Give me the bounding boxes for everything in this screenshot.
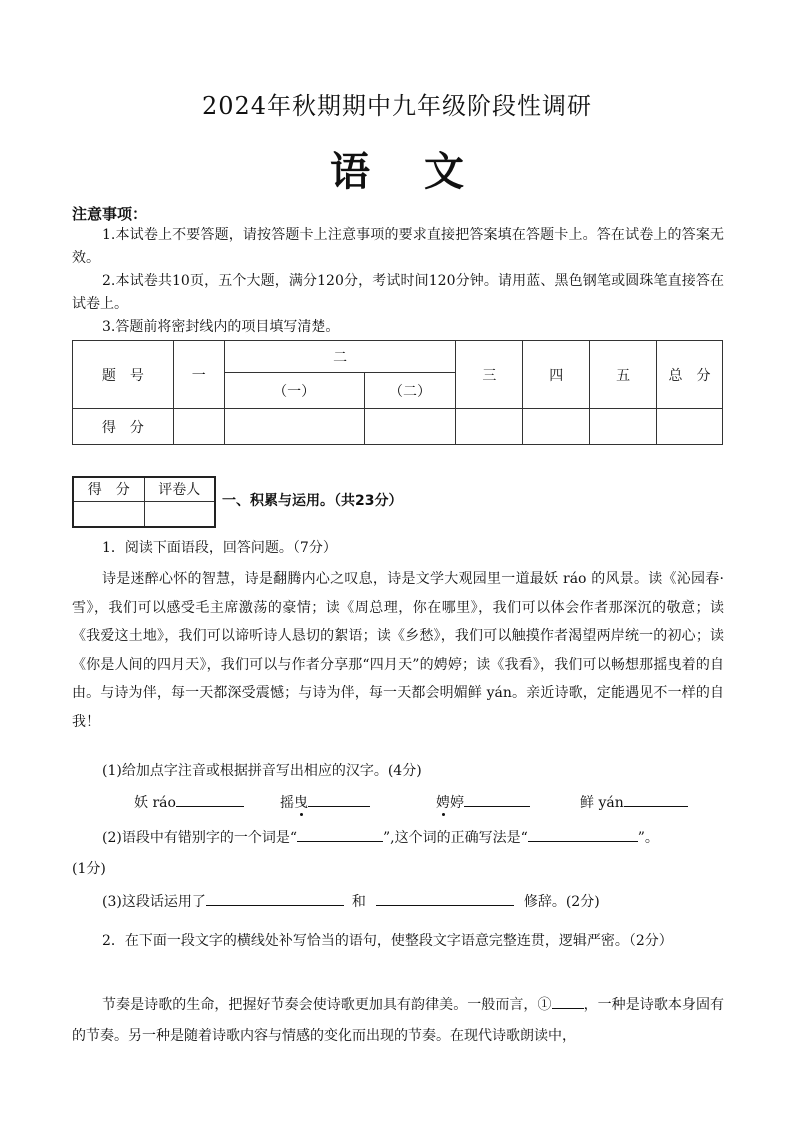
question-2-blank-1[interactable] (552, 994, 584, 1009)
score-cell-2-2 (364, 409, 456, 445)
score-cell-5 (590, 409, 657, 445)
question-1-sub-3-text-b: 和 (351, 894, 366, 910)
question-1-sub-2-score: (1分) (72, 861, 106, 877)
rhetoric-blank-2[interactable] (376, 891, 514, 906)
correct-word-blank[interactable] (528, 827, 638, 842)
question-1-passage: 诗是迷醉心怀的智慧，诗是翻腾内心之叹息，诗是文学大观园里一道最妖 ráo 的风景。读《沁园春·雪》，我们可以感受毛主席激荡的豪情；读《周总理，你在哪里》，我们可以体会作者那深沉的敬意；读《我爱这土地》，我们可以谛听诗人恳切的絮语；读《乡愁》，我们可以触摸作者渴望两岸统一的初心；读《你是人间的四月天》，我们可以与作者分享那“四月天”的娉婷；读《我看》，我们可以畅想那摇曳着的自由。与诗为伴，每一天都深受震憾；与诗为伴，每一天都会明媚鲜 yán。亲近诗歌，定能遇见不一样的自我！ (72, 571, 724, 730)
header-part-4: 四 (523, 341, 590, 409)
question-2-intro: 2．在下面一段文字的横线处补写恰当的语句，使整段文字语意完整连贯，逻辑严密。（2分） (102, 933, 673, 949)
score-cell-2-1 (224, 409, 364, 445)
header-question-number: 题 号 (73, 341, 174, 409)
grader-name-cell (144, 501, 215, 527)
header-part-2-sub-2: （二） (364, 373, 456, 409)
note-item-3: 3.答题前将密封线内的项目填写清楚。 (102, 319, 340, 335)
pinyin-item-3 (436, 792, 530, 812)
question-2-passage (72, 990, 724, 1052)
question-1-sub-3-text-a: (3)这段话运用了 (102, 894, 206, 910)
score-cell-4 (523, 409, 590, 445)
header-part-3: 三 (456, 341, 523, 409)
pinyin-item-4 (580, 792, 688, 812)
pinyin-item-3-char-b: 婷 (450, 795, 464, 811)
wrong-word-blank[interactable] (297, 827, 383, 842)
header-part-5: 五 (590, 341, 657, 409)
question-2-passage-text-a: 节奏是诗歌的生命，把握好节奏会使诗歌更加具有韵律美。一般而言，① (102, 997, 552, 1013)
question-1-sub-3 (102, 891, 728, 914)
header-part-1: 一 (173, 341, 224, 409)
pinyin-item-2-char-a: 摇 (280, 795, 294, 811)
score-table (72, 340, 723, 445)
note-item-1: 1.本试卷上不要答题，请按答题卡上注意事项的要求直接把答案填在答题卡上。答在试卷上的答案无效。 (72, 227, 724, 266)
pinyin-item-1-text: 妖 ráo (134, 795, 176, 811)
question-2-passage-text-b: ，一种是诗歌本身固有的节奏。另一种是随着诗歌内容与情感的变化而出现的节奏。在现代诗歌朗读中， (72, 997, 725, 1044)
score-cell-3 (456, 409, 523, 445)
pinyin-item-2 (280, 792, 370, 812)
score-cell-1 (173, 409, 224, 445)
grader-score-cell (73, 501, 144, 527)
section-1-heading: 一、积累与运用。（共23分） (222, 493, 403, 509)
pinyin-item-2-char-b: 曳 (294, 795, 308, 811)
question-1-sub-2-text-b: ”,这个词的正确写法是“ (383, 830, 528, 846)
question-1-sub-2 (102, 827, 728, 850)
row-label-score: 得 分 (73, 409, 174, 445)
pinyin-item-4-text: 鲜 yán (580, 795, 624, 811)
note-item-2: 2.本试卷共10页，五个大题，满分120分，考试时间120分钟。请用蓝、黑色钢笔或圆珠笔直接答在试卷上。 (72, 273, 724, 312)
header-total: 总 分 (657, 341, 723, 409)
subject-char-2: 文 (424, 149, 464, 195)
pinyin-blank-3[interactable] (464, 792, 530, 807)
pinyin-blank-2[interactable] (308, 792, 370, 807)
rhetoric-blank-1[interactable] (206, 891, 344, 906)
pinyin-item-3-char-a: 娉 (436, 795, 450, 811)
grader-name-label: 评卷人 (144, 477, 215, 501)
grader-score-label: 得 分 (73, 477, 144, 501)
pinyin-item-1 (134, 792, 244, 812)
pinyin-blank-1[interactable] (176, 792, 244, 807)
question-1-intro: 1．阅读下面语段，回答问题。（7分） (102, 540, 337, 556)
score-cell-total (657, 409, 723, 445)
question-1-sub-2-text-a: (2)语段中有错别字的一个词是“ (102, 830, 297, 846)
subject-char-1: 语 (330, 149, 370, 195)
question-1-sub-2-text-c: ”。 (637, 830, 659, 846)
header-part-2: 二 (224, 341, 456, 373)
grader-box (72, 476, 216, 528)
question-1-sub-1: (1)给加点字注音或根据拼音写出相应的汉字。(4分) (102, 763, 422, 779)
notes-heading: 注意事项： (72, 205, 148, 223)
header-part-2-sub-1: （一） (224, 373, 364, 409)
exam-title: 2024年秋期期中九年级阶段性调研 (201, 92, 593, 120)
subject-title (0, 140, 794, 197)
pinyin-blank-4[interactable] (624, 792, 688, 807)
question-1-sub-3-text-c: 修辞。(2分) (523, 894, 600, 910)
